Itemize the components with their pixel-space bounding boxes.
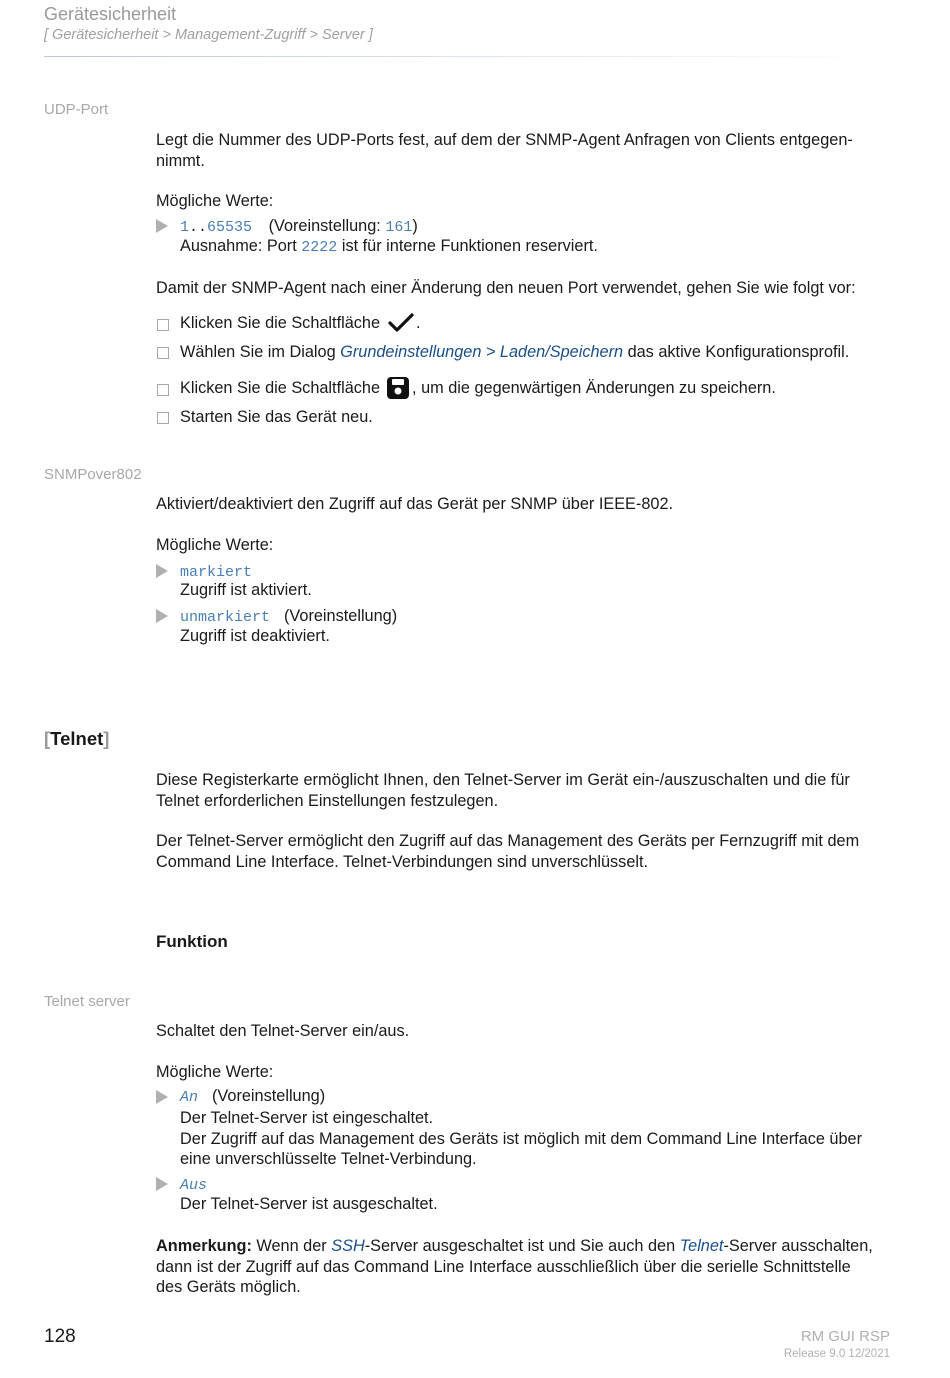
default-suffix: ) [412,217,418,235]
step-checkbox-icon [157,384,169,396]
parameter-name-udp-port: UDP-Port [44,101,109,118]
page-number: 128 [44,1326,76,1347]
release-info: Release 9.0 12/2021 [783,1348,890,1360]
step-2-suffix: das aktive Konfigurationsprofil. [623,343,850,361]
step-3-text: Klicken Sie die Schaltfläche [180,379,381,397]
section-title: Telnet [50,728,104,749]
udp-port-description [156,130,896,171]
step-checkbox-icon [157,412,169,424]
default-prefix: (Voreinstellung: [268,217,386,235]
dialog-link[interactable]: Grundeinstellungen > Laden/Speichern [340,343,624,361]
section-heading-telnet [44,728,109,750]
step-3 [180,376,776,405]
note-text: Wenn der [251,1237,332,1255]
value-markiert-description: Zugriff ist aktiviert. [180,581,312,599]
breadcrumb: [ Gerätesicherheit > Management-Zugriff > Server ] [44,27,373,43]
udp-port-description-line2: nimmt. [156,151,205,170]
bullet-arrow-icon [156,219,168,233]
note-line: des Geräts möglich. [156,1278,301,1296]
note-paragraph [156,1236,906,1298]
value-aus-description: Der Telnet-Server ist ausgeschaltet. [180,1195,438,1213]
value-name: unmarkiert [180,609,271,626]
exception-prefix: Ausnahme: Port [180,237,302,255]
description-line: Der Telnet-Server ist eingeschaltet. [180,1109,434,1127]
udp-port-exception [180,237,598,256]
description-line: Der Zugriff auf das Management des Geräts ist möglich mit dem Command Line Interface über [180,1129,863,1148]
subheading-funktion: Funktion [156,932,228,951]
step-checkbox-icon [157,319,169,331]
step-2 [180,343,849,362]
step-1-end: . [416,314,421,332]
exception-suffix: ist für interne Funktionen reserviert. [337,237,598,255]
note-line: dann ist der Zugriff auf das Command Line Interface ausschließlich über die serielle Schnittstelle [156,1257,851,1276]
udp-port-range [180,217,418,236]
paragraph-line: Diese Registerkarte ermöglicht Ihnen, den Telnet-Server im Gerät ein-/auszuschalten und die für [156,771,850,789]
parameter-name-snmpover802: SNMPover802 [44,466,142,483]
range-start: 1 [180,219,190,236]
values-label: Mögliche Werte: [156,536,274,554]
values-label: Mögliche Werte: [156,1063,274,1081]
paragraph-line: Telnet erforderlichen Einstellungen festzulegen. [156,791,499,810]
step-1 [180,313,421,338]
bullet-arrow-icon [156,1090,168,1104]
parameter-name-telnet-server: Telnet server [44,993,130,1010]
telnet-intro-paragraph-2 [156,831,896,872]
note-line [156,1236,906,1257]
document-name: RM GUI RSP [800,1328,890,1345]
range-separator: .. [189,219,208,236]
paragraph-line: Der Telnet-Server ermöglicht den Zugriff auf das Management des Geräts per Fernzugriff mit dem [156,832,860,850]
header-title: Gerätesicherheit [44,4,177,24]
exception-port: 2222 [301,239,338,256]
value-name: markiert [180,564,253,581]
step-1-text: Klicken Sie die Schaltfläche [180,314,381,332]
bullet-arrow-icon [156,1177,168,1191]
value-name: Aus [180,1177,208,1194]
ssh-link[interactable]: SSH [331,1237,365,1255]
note-label: Anmerkung: [156,1237,252,1255]
bullet-arrow-icon [156,564,168,578]
bracket-open: [ [44,728,51,749]
value-name: An [180,1089,199,1106]
value-unmarkiert-description: Zugriff ist deaktiviert. [180,627,330,645]
bullet-arrow-icon [156,609,168,623]
header-divider [44,56,884,57]
note-text: -Server ausschalten, [723,1237,873,1255]
procedure-intro: Damit der SNMP-Agent nach einer Änderung den neuen Port verwendet, gehen Sie wie folgt vor: [156,279,856,297]
floppy-disk-icon [386,376,410,405]
udp-port-description-line1: Legt die Nummer des UDP-Ports fest, auf dem der SNMP-Agent Anfragen von Clients entgegen- [156,131,853,149]
value-aus [180,1175,207,1194]
value-an-description [180,1108,862,1170]
bracket-close: ] [103,728,110,749]
step-2-prefix: Wählen Sie im Dialog [180,343,341,361]
value-markiert [180,562,252,581]
values-label: Mögliche Werte: [156,192,274,210]
snmpover802-description: Aktiviert/deaktiviert den Zugriff auf das Gerät per SNMP über IEEE-802. [156,495,674,513]
note-text: -Server ausgeschaltet ist und Sie auch den [364,1237,680,1255]
range-end: 65535 [207,219,253,236]
telnet-link[interactable]: Telnet [679,1237,724,1255]
telnet-intro-paragraph-1 [156,770,896,811]
default-value: 161 [385,219,413,236]
default-marker: (Voreinstellung) [212,1087,326,1105]
checkmark-icon [388,313,414,338]
paragraph-line: Command Line Interface. Telnet-Verbindungen sind unverschlüsselt. [156,852,649,871]
value-unmarkiert [180,607,397,626]
description-line: eine unverschlüsselte Telnet-Verbindung. [180,1150,477,1168]
telnet-server-description: Schaltet den Telnet-Server ein/aus. [156,1022,410,1040]
step-4: Starten Sie das Gerät neu. [180,408,373,426]
step-3-suffix: , um die gegenwärtigen Änderungen zu speichern. [412,379,776,397]
value-an [180,1087,325,1106]
default-marker: (Voreinstellung) [284,607,398,625]
step-checkbox-icon [157,347,169,359]
